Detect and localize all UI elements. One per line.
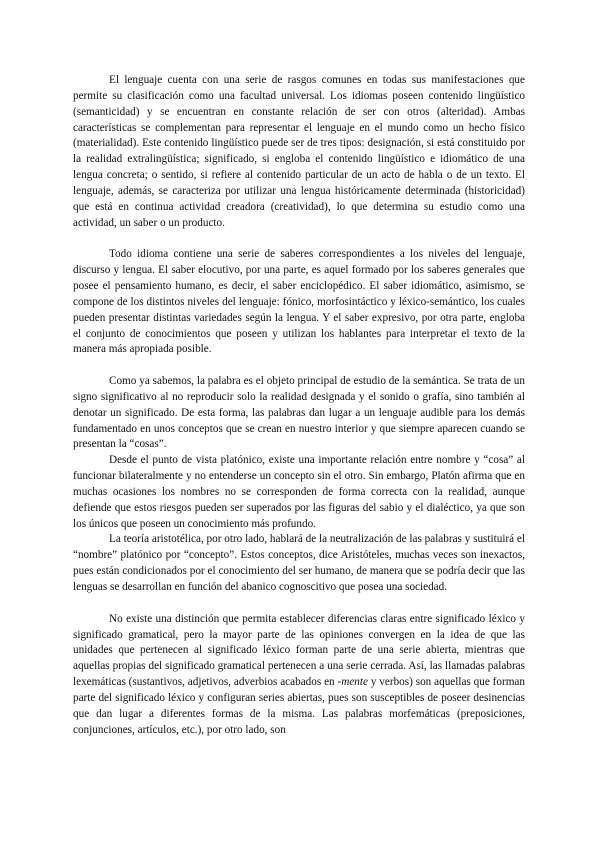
paragraph-text-start: No existe una distinción que permita establecer diferencias claras entre significado léxico y significado gramatical, pero la mayor parte de las opiniones convergen en la idea de que las unidades que pertenecen al significado léxico forman parte de una serie abierta, mientras que aquellas propias del significado gramatical pertenecen a una serie cerrada. Así, las llamadas palabras lexemáticas (sustantivos, adjetivos, adverbios acabados en — [73, 612, 525, 689]
paragraph-word-semantics: Como ya sabemos, la palabra es el objeto principal de estudio de la semántica. Se trata de un signo significativo al no reproducir solo la realidad designada y el sonido o grafía, sino también al denotar un significado. De esta forma, las palabras dan lugar a un lenguaje audible para los demás fundamentado en unos conceptos que se crean en nuestro interior y que siempre aparecen cuando se presentan la “cosas”. — [73, 375, 525, 451]
paragraph-platonic-view: Desde el punto de vista platónico, existe una importante relación entre nombre y “cosa” al funcionar bilateralmente y no entenderse un concepto sin el otro. Sin embargo, Platón afirma que en muchas ocasiones los nombres no se corresponden de forma correcta con la realidad, aunque defiende que estos riesgos pueden ser superados por las figuras del sabio y el dialéctico, ya que son los únicos que poseen un conocimiento más profundo. — [73, 454, 525, 530]
paragraph-knowledge-levels: Todo idioma contiene una serie de saberes correspondientes a los niveles del lenguaje, discurso y lengua. El saber elocutivo, por una parte, es aquel formado por los saberes generales que posee el pensamiento humano, es decir, el saber enciclopédico. El saber idiomático, asimismo, se compone de los distintos niveles del lenguaje: fónico, morfosintáctico y léxico-semántico, los cuales pueden presentar distintas variedades según la lengua. Y el saber expresivo, por otra parte, engloba el conjunto de conocimientos que poseen y utilizan los hablantes para interpretar el texto de la manera más apropiada posible. — [73, 248, 525, 356]
italic-suffix: -mente — [337, 676, 368, 689]
document-page — [73, 73, 525, 738]
paragraph-text-end: y verbos) son aquellas que forman parte del significado léxico y configuran series abiertas, pues son susceptibles de poseer desinencias que dan lugar a diferentes formas de la misma. Las palabras morfemáticas (preposiciones, conjunciones, artículos, etc.), por otro lado, son — [73, 676, 525, 736]
paragraph-aristotelian-view: La teoría aristotélica, por otro lado, hablará de la neutralización de las palabras y sustituirá el “nombre” platónico por “concepto”. Estos conceptos, dice Aristóteles, muchas veces son inexactos, pues están condicionados por el conocimiento del ser humano, de manera que se podría decir que las lenguas se desarrollan en función del abanico cognoscitivo que posea una sociedad. — [73, 533, 525, 593]
paragraph-lexical-grammatical — [73, 612, 525, 739]
paragraph-language-features: El lenguaje cuenta con una serie de rasgos comunes en todas sus manifestaciones que permite su clasificación como una facultad universal. Los idiomas poseen contenido lingüístico (semanticidad) y se encuentran en constante relación de ser con otros (alteridad). Ambas características se complementan para representar el lenguaje en el mundo como un hecho físico (materialidad). Este contenido lingüístico puede ser de tres tipos: designación, si está constituido por la realidad extralingüística; significado, si engloba el contenido lingüístico e idiomático de una lengua concreta; o sentido, si refiere al contenido particular de un acto de habla o de un texto. El lenguaje, además, se caracteriza por utilizar una lengua históricamente determinada (historicidad) que está en continua actividad creadora (creatividad), lo que determina su estudio como una actividad, un saber o un producto. — [73, 74, 525, 229]
